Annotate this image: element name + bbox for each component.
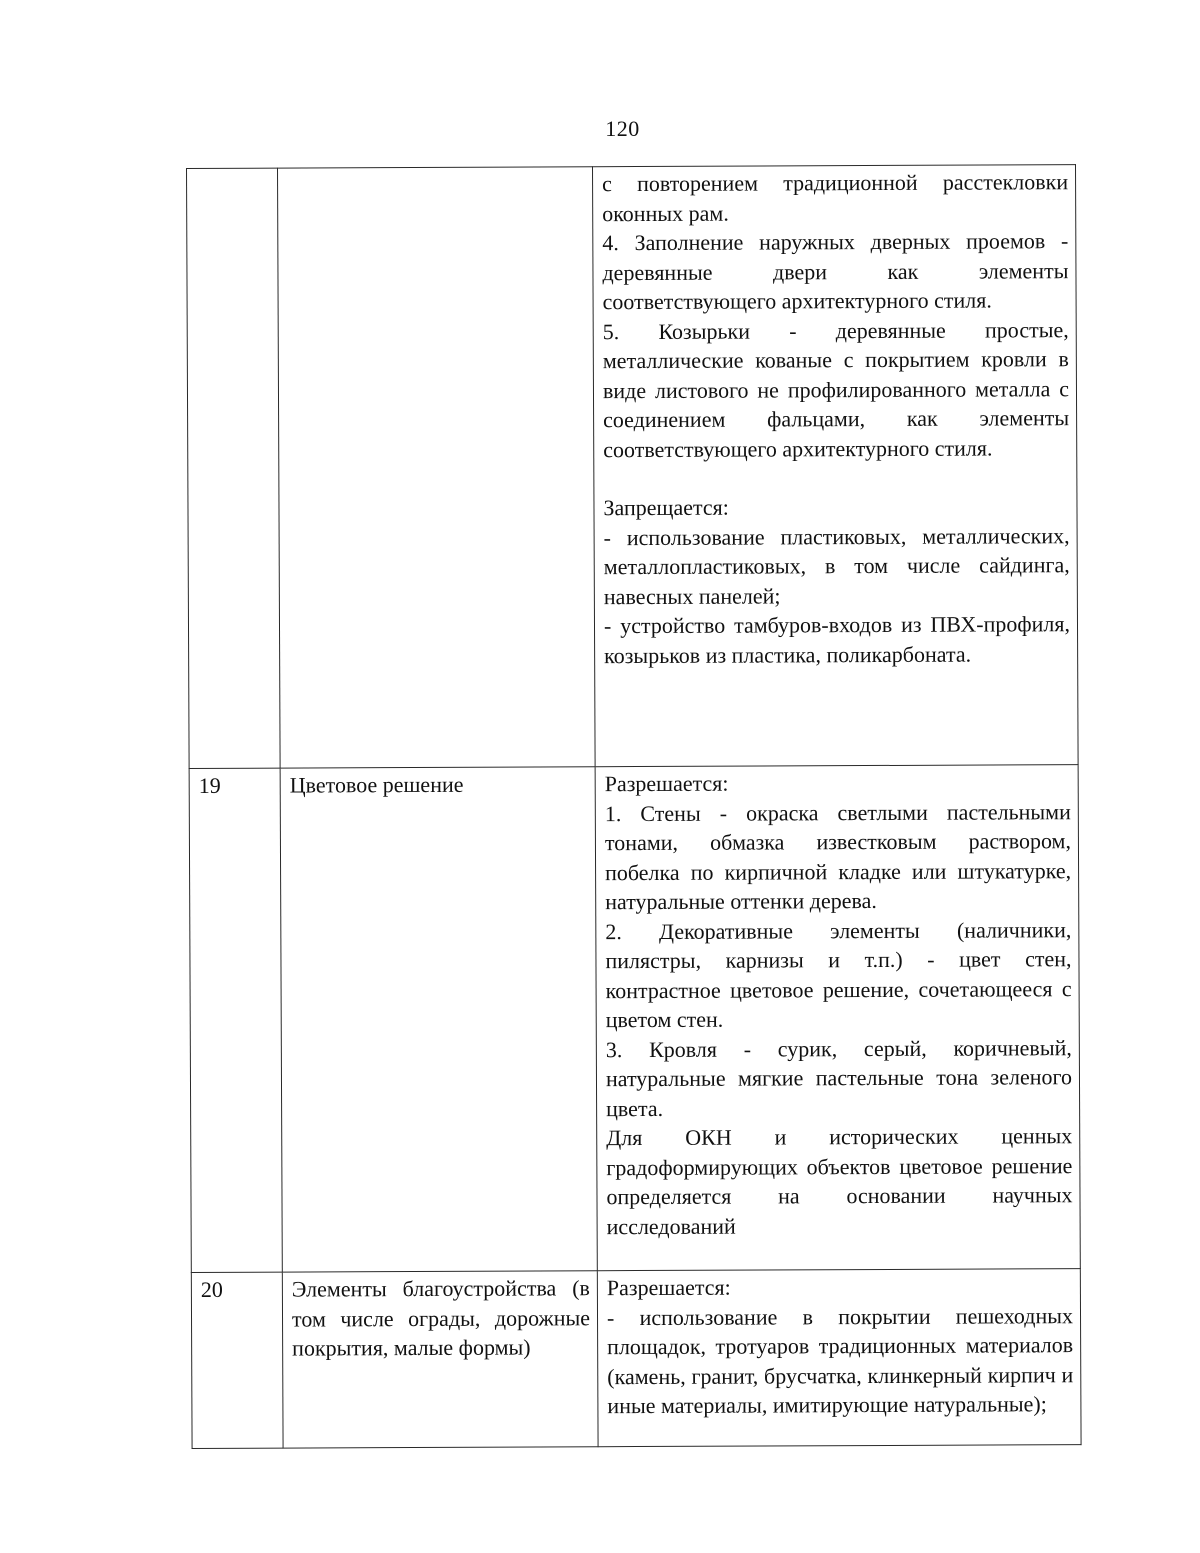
- content-paragraph: Запрещается:: [603, 494, 729, 521]
- row-number-cell: 20: [191, 1272, 283, 1448]
- row-number-cell: 19: [189, 768, 282, 1272]
- row-content-cell: [595, 765, 1080, 1271]
- table-row: [189, 765, 1080, 1273]
- row-name-cell: Цветовое решение: [280, 767, 597, 1272]
- table-row: [187, 165, 1079, 769]
- content-paragraph: 5. Козырьки - деревянные простые, металлические кованые с покрытием кровли в виде листового не профилированного металла с соединением фальцами, как элементы соответствующего архитектурного стиля.: [602, 316, 1070, 462]
- row-name-cell: [278, 167, 596, 768]
- row-content-cell: [597, 1269, 1081, 1447]
- content-paragraph: Для ОКН и исторических ценных градоформирующих объектов цветовое решение определяется на основании научных исследований: [606, 1123, 1073, 1239]
- content-paragraph: с повторением традиционной расстекловки оконных рам.: [602, 169, 1069, 226]
- page-number: 120: [605, 116, 640, 141]
- content-paragraph: 2. Декоративные элементы (наличники, пилястры, карнизы и т.п.) - цвет стен, контрастное цветовое решение, сочетающееся с цветом стен.: [605, 916, 1072, 1033]
- content-paragraph: 4. Заполнение наружных дверных проемов - деревянные двери как элементы соответствующего архитектурного стиля.: [602, 228, 1069, 315]
- content-paragraph: Разрешается:: [604, 770, 729, 797]
- row-number-cell: [187, 168, 281, 768]
- content-paragraph: - использование в покрытии пешеходных площадок, тротуаров традиционных материалов (камень, гранит, брусчатка, клинкерный кирпич и иные материалы, имитирующие натуральные);: [606, 1302, 1074, 1419]
- content-paragraph: - использование пластиковых, металлических, металлопластиковых, в том числе сайдинга, навесных панелей;: [603, 522, 1070, 609]
- content-paragraph: - устройство тамбуров-входов из ПВХ-профиля, козырьков из пластика, поликарбоната.: [603, 611, 1071, 668]
- content-paragraph: 1. Стены - окраска светлыми пастельными тонами, обмазка известковым раствором, побелка по кирпичной кладке или штукатурке, натуральные оттенки дерева.: [604, 798, 1072, 915]
- content-paragraph: [603, 462, 1069, 493]
- row-content-cell: [592, 165, 1078, 767]
- content-paragraph: 3. Кровля - сурик, серый, коричневый, натуральные мягкие пастельные тона зеленого цвета.: [605, 1034, 1073, 1121]
- table-row: [191, 1269, 1081, 1449]
- content-paragraph: Разрешается:: [606, 1274, 731, 1301]
- row-name-cell: Элементы благоустройства (в том числе ограды, дорожные покрытия, малые формы): [282, 1271, 598, 1448]
- regulations-table: [186, 164, 1082, 1449]
